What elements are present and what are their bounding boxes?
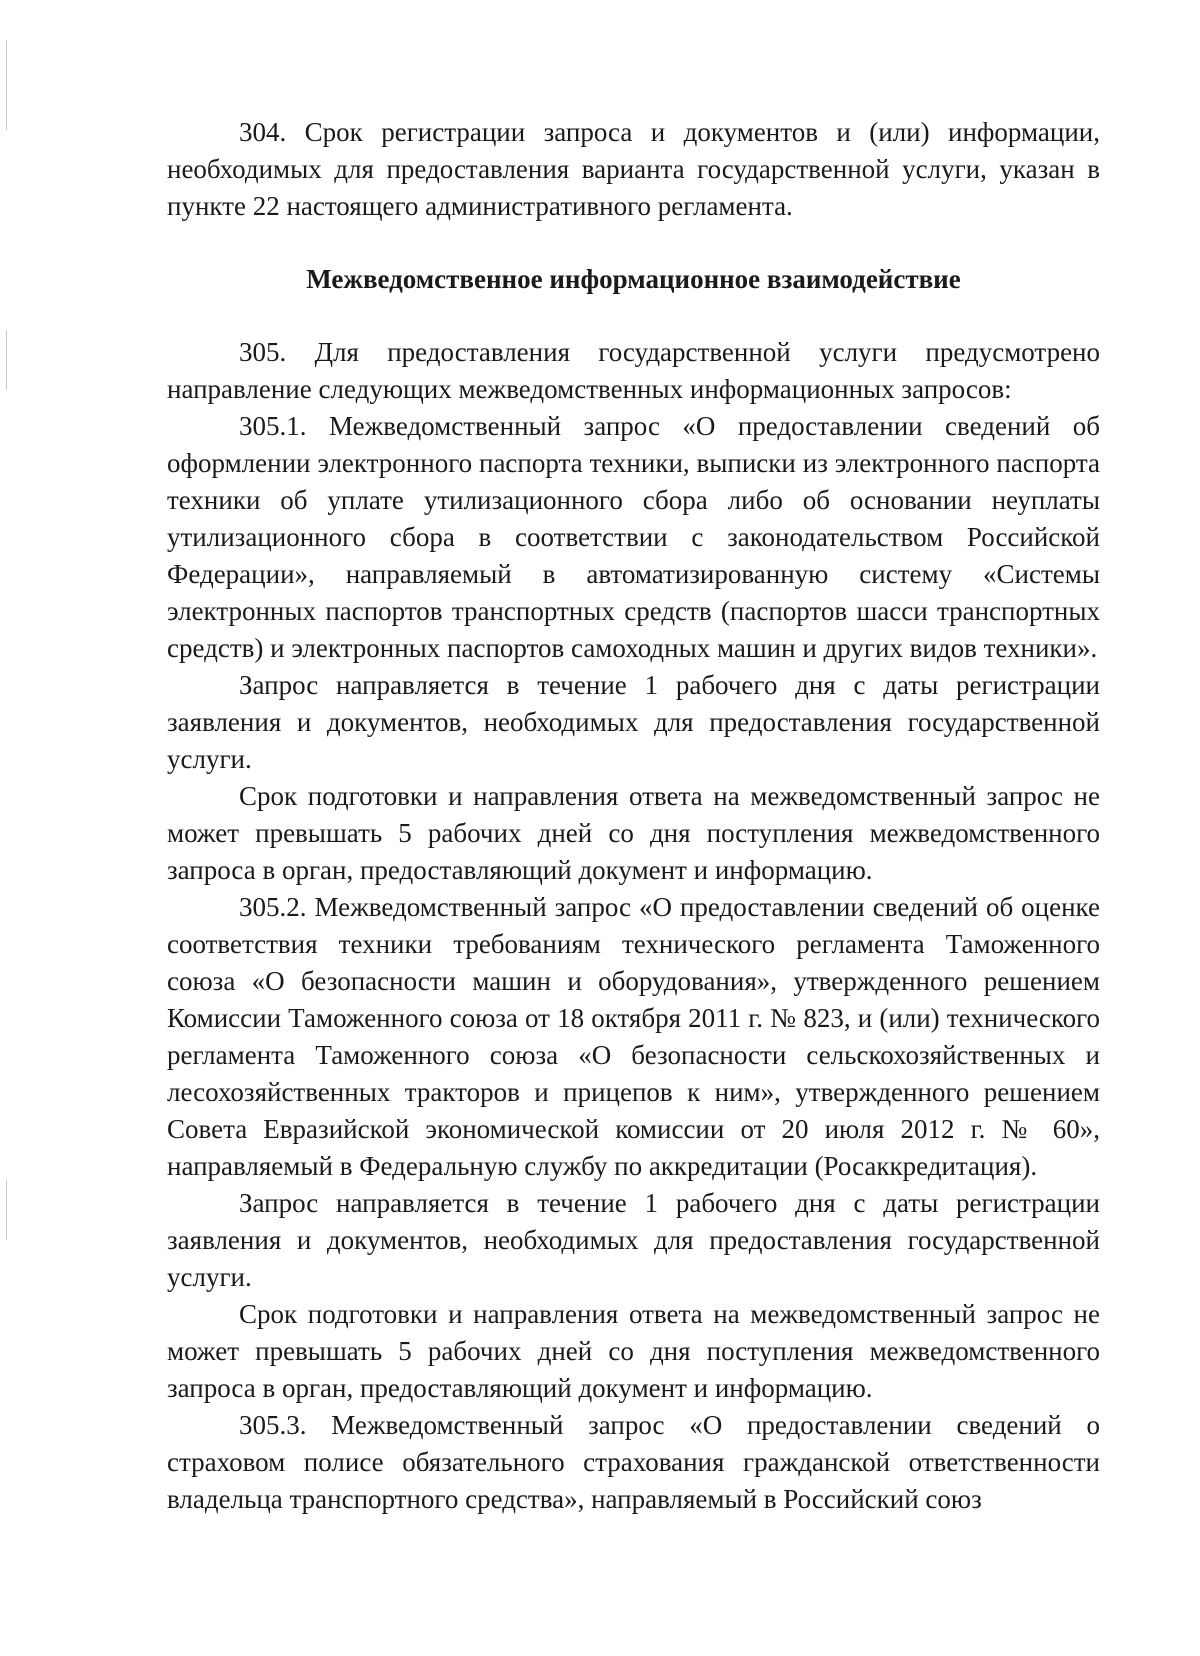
document-body	[167, 114, 1100, 1518]
paragraph-305-3: 305.3. Межведомственный запрос «О предоставлении сведений о страховом полисе обязательного страхования гражданской ответственности владельца транспортного средства», направляемый в Российский союз	[167, 1410, 1100, 1514]
paragraph-305-2-request-timing: Запрос направляется в течение 1 рабочего дня с даты регистрации заявления и документов, необходимых для предоставления государственной услуги.	[167, 1188, 1100, 1292]
scan-edge-mark	[6, 330, 7, 390]
scan-edge-mark	[6, 40, 7, 130]
paragraph-305-1-response-timing: Срок подготовки и направления ответа на межведомственный запрос не может превышать 5 рабочих дней со дня поступления межведомственного запроса в орган, предоставляющий документ и информацию.	[167, 781, 1100, 885]
section-heading: Межведомственное информационное взаимодействие	[306, 264, 961, 294]
paragraph-305-1-request-timing: Запрос направляется в течение 1 рабочего дня с даты регистрации заявления и документов, необходимых для предоставления государственной услуги.	[167, 670, 1100, 774]
paragraph-305-2: 305.2. Межведомственный запрос «О предоставлении сведений об оценке соответствия техники требованиям технического регламента Таможенного союза «О безопасности машин и оборудования», утвержденного решением Комиссии Таможенного союза от 18 октября 2011 г. № 823, и (или) технического регламента Таможенного союза «О безопасности сельскохозяйственных и лесохозяйственных тракторов и прицепов к ним», утвержденного решением Совета Евразийской экономической комиссии от 20 июля 2012 г. № 60», направляемый в Федеральную службу по аккредитации (Росаккредитация).	[167, 892, 1100, 1181]
scan-edge-mark	[6, 1180, 7, 1240]
paragraph-305: 305. Для предоставления государственной услуги предусмотрено направление следующих межведомственных информационных запросов:	[167, 337, 1100, 404]
paragraph-304: 304. Срок регистрации запроса и документов и (или) информации, необходимых для предоставления варианта государственной услуги, указан в пункте 22 настоящего административного регламента.	[167, 117, 1100, 221]
paragraph-305-2-response-timing: Срок подготовки и направления ответа на межведомственный запрос не может превышать 5 рабочих дней со дня поступления межведомственного запроса в орган, предоставляющий документ и информацию.	[167, 1299, 1100, 1403]
paragraph-305-1: 305.1. Межведомственный запрос «О предоставлении сведений об оформлении электронного паспорта техники, выписки из электронного паспорта техники об уплате утилизационного сбора либо об основании неуплаты утилизационного сбора в соответствии с законодательством Российской Федерации», направляемый в автоматизированную систему «Системы электронных паспортов транспортных средств (паспортов шасси транспортных средств) и электронных паспортов самоходных машин и других видов техники».	[167, 411, 1100, 663]
